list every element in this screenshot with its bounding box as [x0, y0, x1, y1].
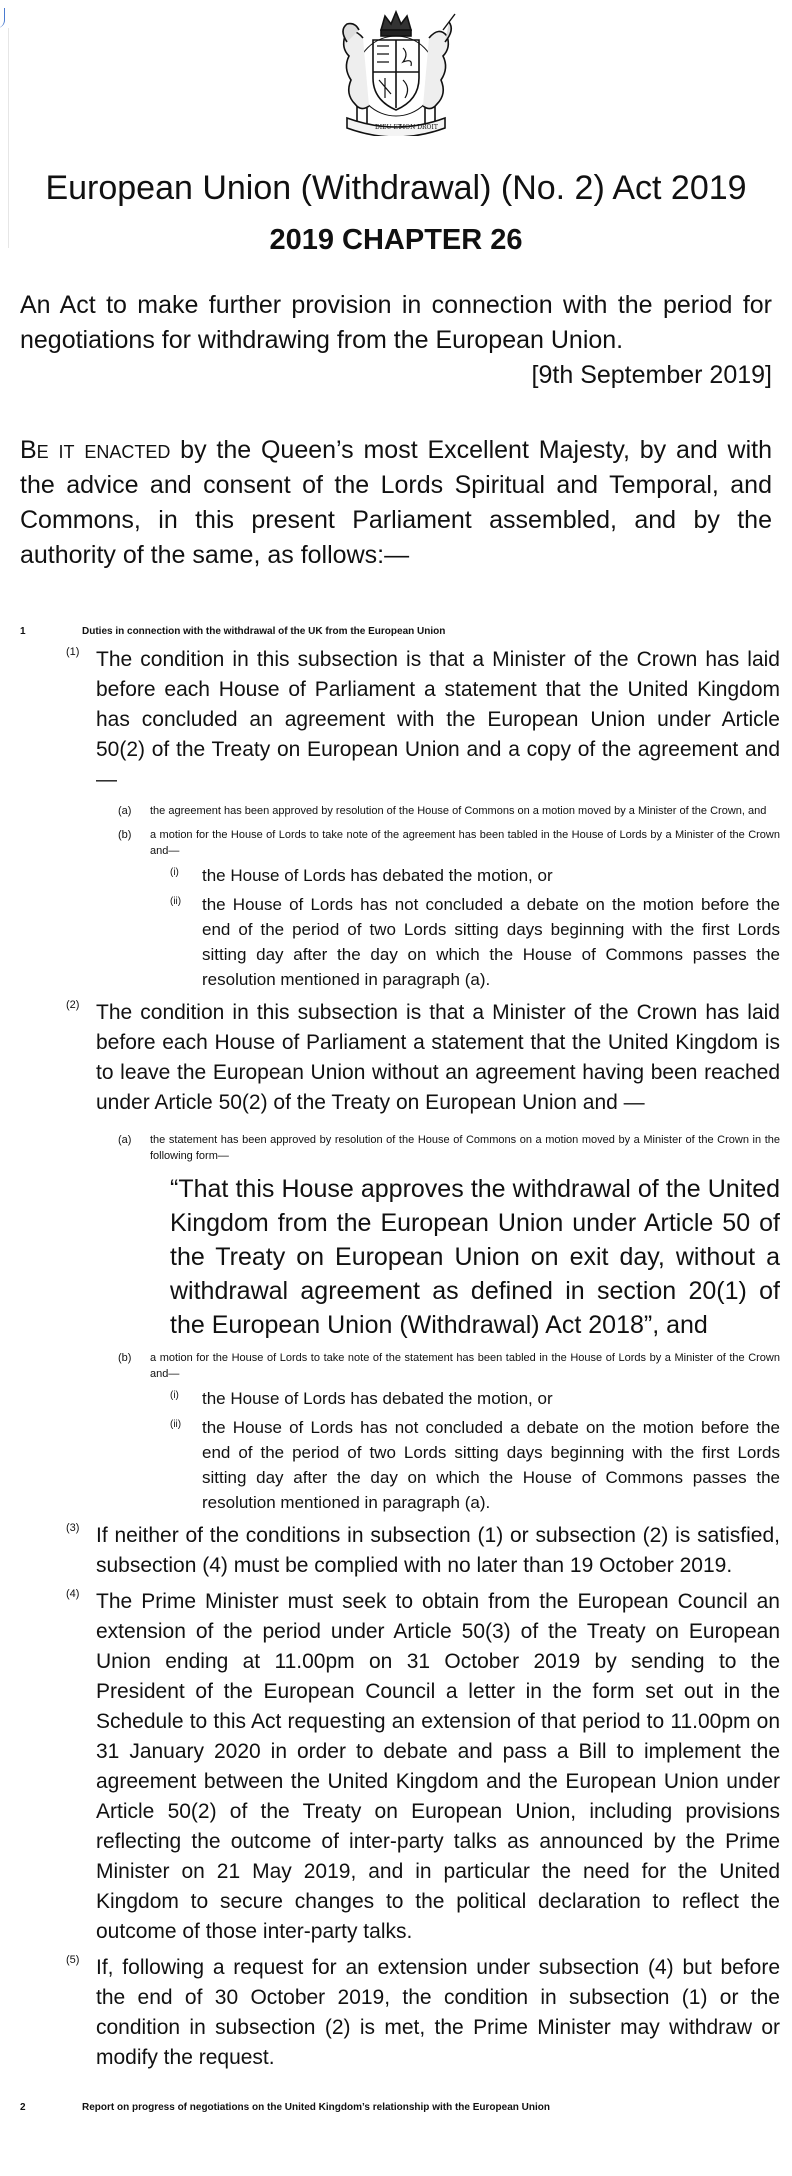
paragraph-number: (b) — [118, 1352, 132, 1364]
subsection-number: (4) — [66, 1588, 80, 1600]
crest-motto-right: MON DROIT — [399, 124, 438, 131]
subsection-number: (2) — [66, 999, 80, 1011]
subsection — [66, 998, 780, 1118]
paragraph — [118, 1350, 780, 1382]
sub-paragraph-number: (i) — [170, 1390, 179, 1401]
quoted-motion: “That this House approves the withdrawal of the United Kingdom from the European Union under Article 50 of the Treaty on European Union on exit day, without a withdrawal agreement as defined in section 20(1) of the European Union (Withdrawal) Act 2018”, and — [170, 1175, 780, 1339]
enacting-lead: Be it enacted — [20, 436, 171, 464]
sub-paragraph-text: the House of Lords has debated the motion, or — [202, 1389, 553, 1408]
long-title: An Act to make further provision in connection with the period for negotiations for withdrawing from the European Union. — [20, 291, 772, 354]
subsection-text: If, following a request for an extension under subsection (4) but before the end of 30 October 2019, the condition in subsection (1) or the condition in subsection (2) is met, the Prime Minister may withdraw or modify the request. — [96, 1956, 780, 2069]
sub-paragraph — [170, 1386, 780, 1411]
sub-paragraph — [170, 1415, 780, 1515]
paragraph-text: a motion for the House of Lords to take note of the agreement has been tabled in the House of Lords by a Minister of the Crown and— — [150, 829, 780, 857]
paragraph — [118, 827, 780, 859]
enacting-formula — [20, 433, 772, 573]
paragraph — [118, 803, 780, 819]
paragraph-number: (a) — [118, 1134, 132, 1146]
section-title: Duties in connection with the withdrawal of the UK from the European Union — [82, 626, 446, 637]
subsection-text: The condition in this subsection is that a Minister of the Crown has laid before each House of Parliament a statement that the United Kingdom is to leave the European Union without an agreement having been reached under Article 50(2) of the Treaty on European Union and — — [96, 1001, 780, 1114]
section-number: 2 — [20, 2102, 26, 2113]
sub-paragraph-number: (ii) — [170, 896, 182, 907]
sub-paragraph-text: the House of Lords has debated the motion, or — [202, 866, 553, 885]
sub-paragraph-number: (i) — [170, 867, 179, 878]
royal-assent-date: [9th September 2019] — [531, 361, 772, 389]
edge-scroll-marker — [0, 8, 5, 28]
paragraph — [118, 1132, 780, 1164]
sub-paragraph — [170, 892, 780, 992]
sub-paragraph-text: the House of Lords has not concluded a debate on the motion before the end of the period of two Lords sitting days beginning with the first Lords sitting day after the day on which the House of Commons passes the resolution mentioned in paragraph (a). — [202, 895, 780, 989]
edge-divider — [0, 28, 9, 248]
chapter-number: 2019 CHAPTER 26 — [269, 224, 523, 256]
subsection-number: (3) — [66, 1522, 80, 1534]
sub-paragraph-text: the House of Lords has not concluded a debate on the motion before the end of the period of two Lords sitting days beginning with the first Lords sitting day after the day on which the House of Commons passes the resolution mentioned in paragraph (a). — [202, 1418, 780, 1512]
subsection — [66, 1587, 780, 1947]
enacting-text: by the Queen’s most Excellent Majesty, by and with the advice and consent of the Lords Spiritual and Temporal, and Commons, in this present Parliament assembled, and by the authority of the same, as follows:— — [20, 436, 773, 569]
section-heading — [0, 625, 792, 639]
paragraph-text: the agreement has been approved by resolution of the House of Commons on a motion moved by a Minister of the Crown, and — [150, 805, 767, 817]
act-title: European Union (Withdrawal) (No. 2) Act 2019 — [45, 169, 747, 207]
section-number: 1 — [20, 626, 26, 637]
subsection — [66, 1521, 780, 1581]
subsection-text: If neither of the conditions in subsection (1) or subsection (2) is satisfied, subsection (4) must be complied with no later than 19 October 2019. — [96, 1524, 780, 1577]
subsection-text: The Prime Minister must seek to obtain from the European Council an extension of the period under Article 50(3) of the Treaty on European Union ending at 11.00pm on 31 October 2019 by sending to the President of the European Council a letter in the form set out in the Schedule to this Act requesting an extension of that period to 11.00pm on 31 January 2020 in order to debate and pass a Bill to implement the agreement between the United Kingdom and the European Union under Article 50(2) of the Treaty on European Union, including provisions reflecting the outcome of inter-party talks as announced by the Prime Minister on 21 May 2019, and in particular the need for the United Kingdom to secure changes to the political declaration to reflect the outcome of those inter-party talks. — [96, 1590, 780, 1943]
crest-motto-left: DIEU ET — [375, 124, 402, 131]
sub-paragraph — [170, 863, 780, 888]
paragraph-text: a motion for the House of Lords to take note of the statement has been tabled in the House of Lords by a Minister of the Crown and— — [150, 1352, 780, 1380]
paragraph-number: (a) — [118, 805, 132, 817]
subsection-number: (1) — [66, 646, 80, 658]
sub-paragraph-number: (ii) — [170, 1419, 182, 1430]
subsection — [66, 1953, 780, 2073]
subsection-number: (5) — [66, 1954, 80, 1966]
subsection-text: The condition in this subsection is that a Minister of the Crown has laid before each House of Parliament a statement that the United Kingdom has concluded an agreement with the European Union under Article 50(2) of the Treaty on European Union and a copy of the agreement and— — [96, 648, 780, 791]
paragraph-number: (b) — [118, 829, 132, 841]
paragraph-text: the statement has been approved by resolution of the House of Commons on a motion moved by a Minister of the Crown in the following form— — [150, 1134, 780, 1162]
royal-coat-of-arms-icon — [323, 8, 469, 136]
section-title: Report on progress of negotiations on the United Kingdom’s relationship with the European Union — [82, 2102, 550, 2113]
subsection — [66, 645, 780, 795]
section-heading — [0, 2101, 792, 2115]
